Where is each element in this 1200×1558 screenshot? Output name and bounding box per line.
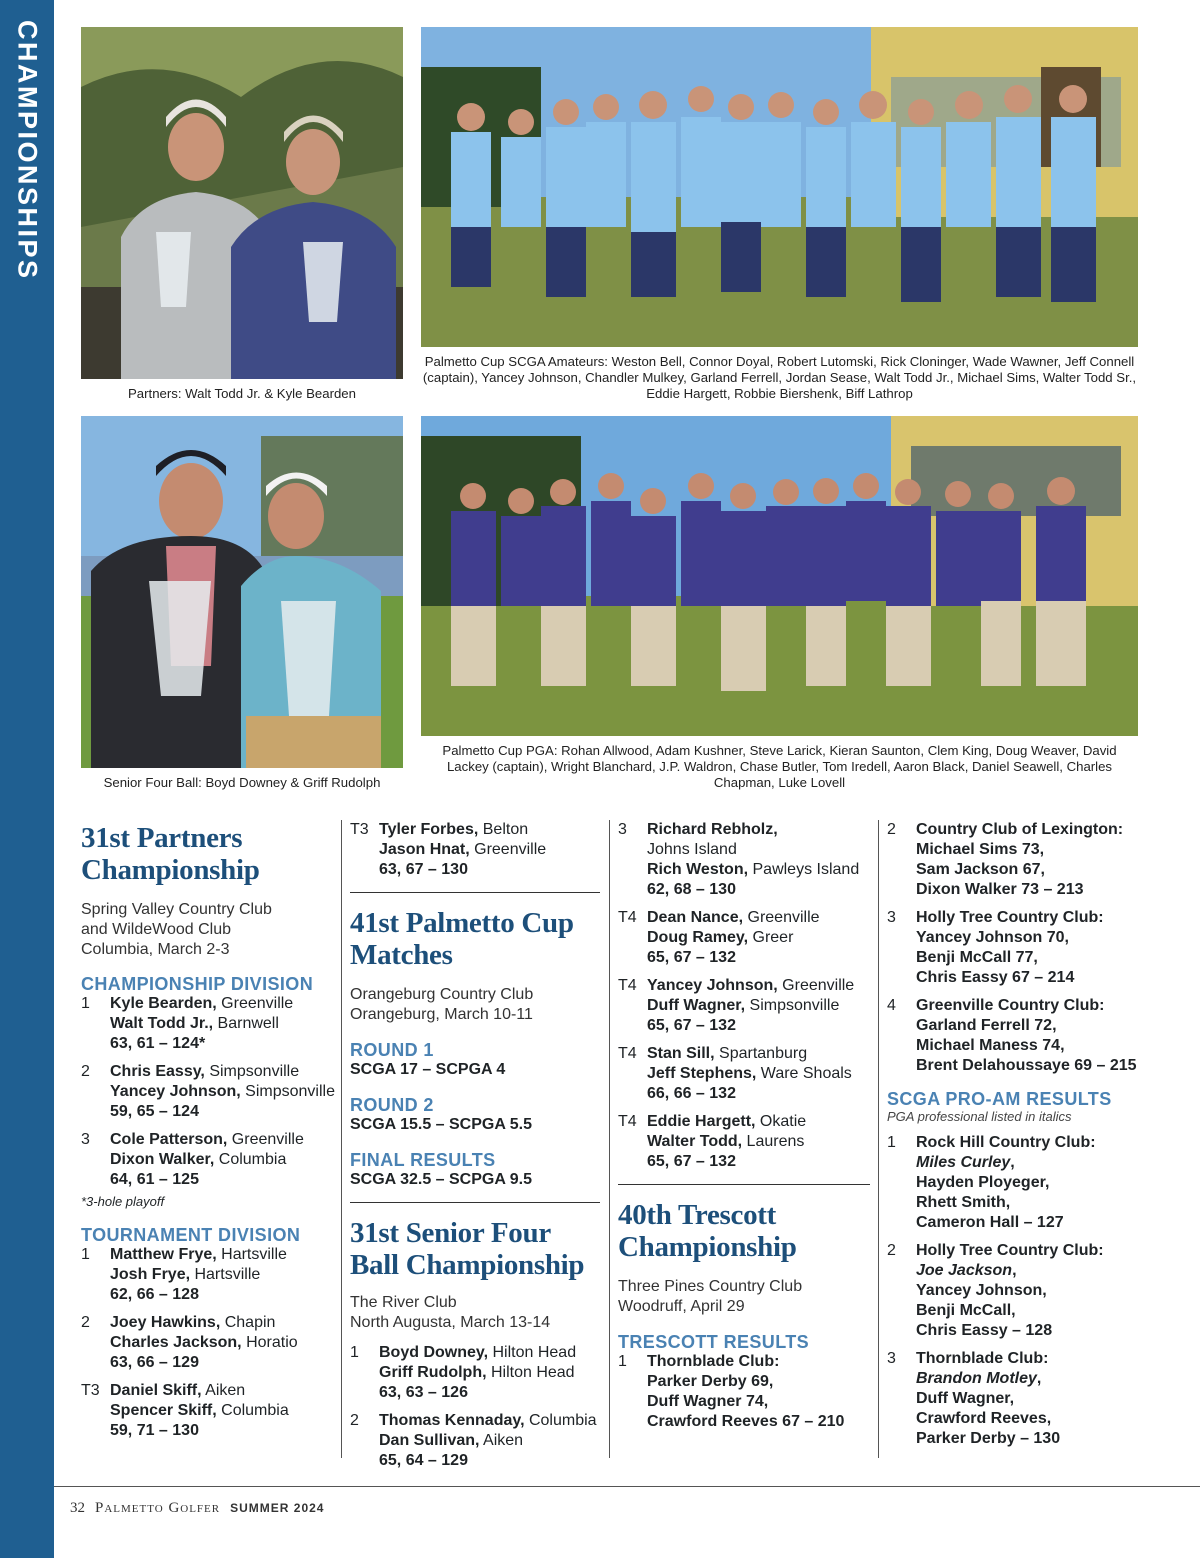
palmetto-cup-column xyxy=(350,820,600,1479)
sidebar-title: CHAMPIONSHIPS xyxy=(12,20,43,281)
tournament-division-heading: TOURNAMENT DIVISION xyxy=(81,1225,301,1245)
column-divider xyxy=(878,820,879,1458)
result-entry: T4 Yancey Johnson, Greenville Duff Wagner, Simpsonville 65, 67 – 132 xyxy=(618,977,855,1034)
round-2-heading: ROUND 2 xyxy=(350,1095,434,1115)
result-entry: 2 Holly Tree Country Club: Joe Jackson, Yancey Johnson, Benji McCall, Chris Eassy – 128 xyxy=(887,1242,1104,1339)
trescott-title: 40th Trescott Championship xyxy=(618,1199,797,1263)
result-entry: T4 Stan Sill, Spartanburg Jeff Stephens, Ware Shoals 66, 66 – 132 xyxy=(618,1045,852,1102)
result-entry: 2 Thomas Kennaday, Columbia Dan Sullivan, Aiken 65, 64 – 129 xyxy=(350,1412,597,1469)
partners-photo xyxy=(81,27,403,379)
magazine-name: Palmetto Golfer xyxy=(95,1500,221,1516)
pga-team-photo xyxy=(421,416,1138,736)
result-entry: 1 Boyd Downey, Hilton Head Griff Rudolph, Hilton Head 63, 63 – 126 xyxy=(350,1344,577,1401)
trescott-venue: Three Pines Country Club xyxy=(618,1278,803,1295)
result-entry: 4 Greenville Country Club: Garland Ferrell 72, Michael Maness 74, Brent Delahoussaye 69 – 215 xyxy=(887,997,1137,1074)
final-result: SCGA 32.5 – SCPGA 9.5 xyxy=(350,1171,532,1188)
pro-am-note: PGA professional listed in italics xyxy=(887,1109,1072,1124)
issue-label: SUMMER 2024 xyxy=(230,1501,325,1515)
result-entry: 1 Kyle Bearden, Greenville Walt Todd Jr., Barnwell 63, 61 – 124* xyxy=(81,995,294,1052)
senior-venue: The River Club xyxy=(350,1294,457,1311)
championship-division-heading: CHAMPIONSHIP DIVISION xyxy=(81,974,314,994)
senior-date: North Augusta, March 13-14 xyxy=(350,1314,551,1331)
page-number: 32 xyxy=(70,1500,85,1516)
senior-four-ball-caption: Senior Four Ball: Boyd Downey & Griff Rudolph xyxy=(103,775,381,790)
round-2-result: SCGA 15.5 – SCPGA 5.5 xyxy=(350,1116,532,1133)
result-entry: 3 Holly Tree Country Club: Yancey Johnson 70, Benji McCall 77, Chris Eassy 67 – 214 xyxy=(887,909,1104,986)
result-entry: 3 Richard Rebholz, Johns Island Rich Weston, Pawleys Island 62, 68 – 130 xyxy=(618,821,860,898)
result-entry: T4 Dean Nance, Greenville Doug Ramey, Greer 65, 67 – 132 xyxy=(618,909,820,966)
footer-rule xyxy=(54,1486,1200,1487)
trescott-continued-column xyxy=(887,820,1147,1457)
trescott-results-heading: TRESCOTT RESULTS xyxy=(618,1332,810,1352)
result-entry: 3 Thornblade Club: Brandon Motley, Duff Wagner, Crawford Reeves, Parker Derby – 130 xyxy=(887,1350,1061,1447)
partners-caption: Partners: Walt Todd Jr. & Kyle Bearden xyxy=(128,386,356,401)
result-entry: 2 Country Club of Lexington: Michael Sims 73, Sam Jackson 67, Dixon Walker 73 – 213 xyxy=(887,821,1124,898)
section-rule xyxy=(350,1202,600,1203)
result-entry: T4 Eddie Hargett, Okatie Walter Todd, Laurens 65, 67 – 132 xyxy=(618,1113,807,1170)
final-results-heading: FINAL RESULTS xyxy=(350,1150,496,1170)
amateurs-caption: Palmetto Cup SCGA Amateurs: Weston Bell, Connor Doyal, Robert Lutomski, Rick Cloninger, Wade Wawner, Jeff Connell (captain), Yancey Johnson, Chandler Mulkey, Garland Ferrell, Jordan Sease, Walt Todd Jr., Michael Sims, Walter Todd Sr., Eddie Hargett, Robbie Biershenk, Biff Lathrop xyxy=(422,354,1137,401)
result-entry: 1 Matthew Frye, Hartsville Josh Frye, Hartsville 62, 66 – 128 xyxy=(81,1246,287,1303)
amateurs-team-photo xyxy=(421,27,1138,347)
playoff-note: *3-hole playoff xyxy=(81,1194,165,1209)
result-entry: T3 Tyler Forbes, Belton Jason Hnat, Greenville 63, 67 – 130 xyxy=(350,821,547,878)
result-entry: 1 Rock Hill Country Club: Miles Curley, Hayden Ployeger, Rhett Smith, Cameron Hall – 127 xyxy=(887,1134,1096,1231)
round-1-result: SCGA 17 – SCPGA 4 xyxy=(350,1061,506,1078)
pga-caption: Palmetto Cup PGA: Rohan Allwood, Adam Kushner, Steve Larick, Kieran Saunton, Clem King, Doug Weaver, David Lackey (captain), Wright Blanchard, J.P. Waldron, Chase Butler, Tom Iredell, Aaron Black, Daniel Seawell, Charles Chapman, Luke Lovell xyxy=(442,743,1117,790)
column-divider xyxy=(341,820,342,1458)
column-divider xyxy=(609,820,610,1458)
trescott-date: Woodruff, April 29 xyxy=(618,1298,745,1315)
round-1-heading: ROUND 1 xyxy=(350,1040,434,1060)
page-footer xyxy=(70,1500,324,1517)
result-entry: 2 Joey Hawkins, Chapin Charles Jackson, Horatio 63, 66 – 129 xyxy=(81,1314,298,1371)
palmetto-cup-date: Orangeburg, March 10-11 xyxy=(350,1006,533,1023)
partners-title: 31st Partners Championship xyxy=(81,822,260,886)
partners-venue: and WildeWood Club xyxy=(81,921,232,938)
partners-date: Columbia, March 2-3 xyxy=(81,941,230,958)
partners-venue: Spring Valley Country Club xyxy=(81,901,272,918)
palmetto-cup-title: 41st Palmetto Cup Matches xyxy=(350,907,574,971)
senior-four-ball-photo xyxy=(81,416,403,768)
section-rule xyxy=(350,892,600,893)
result-entry: 3 Cole Patterson, Greenville Dixon Walker, Columbia 64, 61 – 125 xyxy=(81,1131,304,1188)
section-rule xyxy=(618,1184,870,1185)
partners-column xyxy=(81,822,336,1449)
senior-four-ball-title: 31st Senior Four Ball Championship xyxy=(350,1217,585,1281)
result-entry: 2 Chris Eassy, Simpsonville Yancey Johnson, Simpsonville 59, 65 – 124 xyxy=(81,1063,335,1120)
result-entry: 1 Thornblade Club: Parker Derby 69, Duff Wagner 74, Crawford Reeves 67 – 210 xyxy=(618,1353,845,1430)
trescott-column xyxy=(618,820,870,1440)
result-entry: T3 Daniel Skiff, Aiken Spencer Skiff, Columbia 59, 71 – 130 xyxy=(81,1382,289,1439)
palmetto-cup-venue: Orangeburg Country Club xyxy=(350,986,534,1003)
pro-am-heading: SCGA PRO-AM RESULTS xyxy=(887,1089,1112,1109)
sidebar xyxy=(0,0,54,1558)
